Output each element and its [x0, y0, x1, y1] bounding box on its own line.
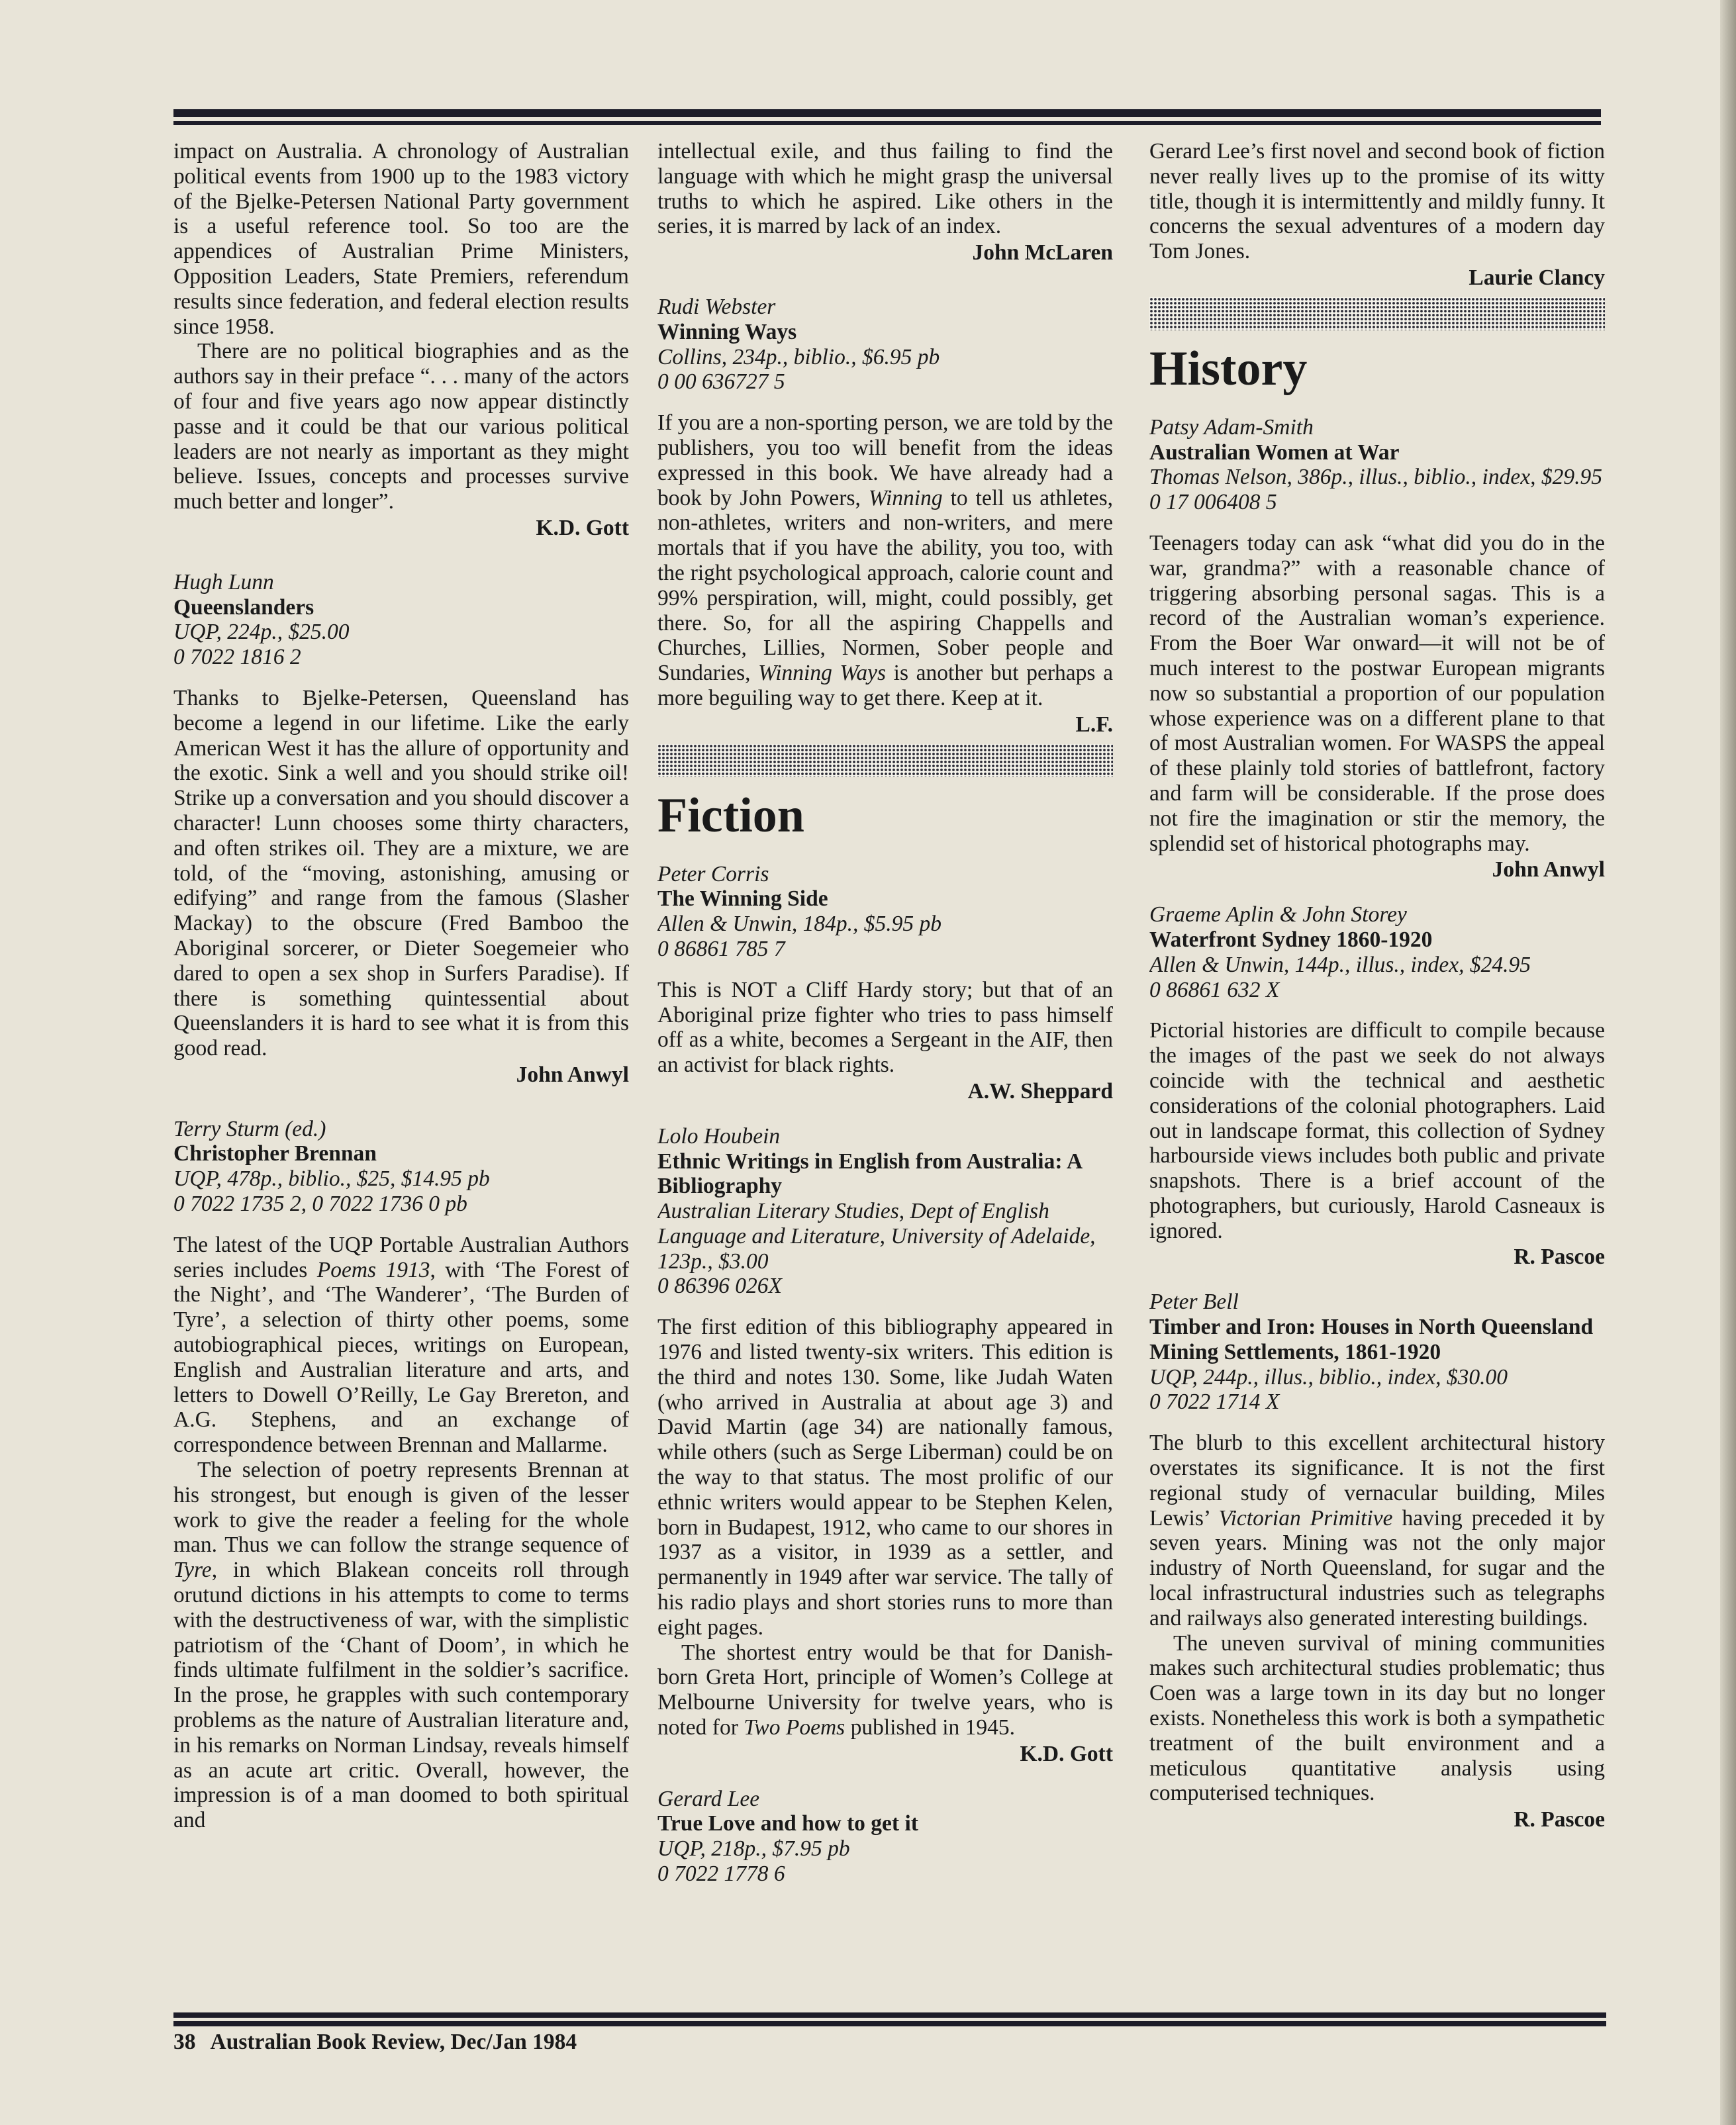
- book-author: Patsy Adam-Smith: [1149, 414, 1314, 440]
- isbn: 0 7022 1714 X: [1149, 1390, 1280, 1415]
- reviewer-signature: R. Pascoe: [1514, 1245, 1605, 1270]
- isbn: 0 7022 1735 2, 0 7022 1736 0 pb: [173, 1192, 467, 1217]
- review-body: This is NOT a Cliff Hardy story; but that of an Aboriginal prize fighter who tries to pass himself off as a white, becomes a Sergeant in the AIF, then an activist for black rights.: [657, 977, 1113, 1078]
- book-title: Timber and Iron: Houses in North Queensland Mining Settlements, 1861-1920: [1149, 1315, 1594, 1364]
- paragraph: impact on Australia. A chronology of Australian political events from 1900 up to the 1983 victory of the Bjelke-Petersen National Party government is a useful reference tool. So too are the appendices of Australian Prime Ministers, Opposition Leaders, State Premiers, referendum results since federation, and federal election results since 1958.: [173, 139, 629, 339]
- review-body: The latest of the UQP Portable Australian Authors series includes Poems 1913, with ‘The Forest of the Night’, and ‘The Wanderer’, ‘The Burden of Tyre’, a selection of thirty other poems, some autobiographical pieces, writings on European, English and Australian literature and arts, and letters to Dowell O’Reilly, Le Gay Brereton, and A.G. Stephens, and an exchange of correspondence between Brennan and Mallarme.: [173, 1232, 629, 1458]
- publication-details: UQP, 224p., $25.00: [173, 620, 350, 645]
- page-number: 38: [173, 2030, 196, 2054]
- review-entry: [657, 295, 1113, 737]
- book-title: Ethnic Writings in English from Australia: A Bibliography: [657, 1149, 1082, 1199]
- book-title: Queenslanders: [173, 594, 314, 620]
- book-author: Peter Bell: [1149, 1290, 1239, 1315]
- reviewer-signature: A.W. Sheppard: [967, 1078, 1113, 1104]
- halftone-divider: [1149, 297, 1605, 330]
- isbn: 0 7022 1778 6: [657, 1862, 785, 1887]
- book-author: Lolo Houbein: [657, 1123, 781, 1149]
- reviewer-signature: John Anwyl: [516, 1062, 629, 1087]
- review-entry: [1149, 902, 1605, 1270]
- reviewer-signature: John Anwyl: [1492, 857, 1605, 882]
- column-3: [1149, 139, 1605, 1999]
- page-footer: [173, 2030, 577, 2055]
- review-body: The selection of poetry represents Brennan at his strongest, but enough is given of the lesser work to give the reader a feeling for the whole man. Thus we can follow the strange sequence of Tyre, in which Blakean conceits roll through orutund dictions in his attempts to come to terms with the destructiveness of war, with the simplistic patriotism of the ‘Chant of Doom’, in which he finds ultimate fulfilment in the soldier’s sacrifice. In the prose, he grapples with such contemporary problems as the nature of Australian literature and, in his remarks on Norman Lindsay, reveals himself as an acute art critic. Overall, however, the impression is of a man doomed to both spiritual and: [173, 1458, 629, 1833]
- isbn: 0 86396 026X: [657, 1274, 782, 1299]
- publication-details: Collins, 234p., biblio., $6.95 pb: [657, 344, 940, 369]
- book-author: Gerard Lee: [657, 1786, 760, 1811]
- isbn: 0 86861 632 X: [1149, 977, 1280, 1002]
- review-body: The shortest entry would be that for Danish-born Greta Hort, principle of Women’s College at Melbourne University for twelve years, who is noted for Two Poems published in 1945.: [657, 1640, 1113, 1740]
- review-entry: [657, 1787, 1113, 1887]
- review-entry: [657, 862, 1113, 1104]
- review-entry: [173, 570, 629, 1088]
- book-title: Christopher Brennan: [173, 1141, 377, 1166]
- isbn: 0 00 636727 5: [657, 369, 785, 395]
- review-body: Teenagers today can ask “what did you do in the war, grandma?” with a reasonable chance of triggering absorbing personal sagas. This is a record of the Australian woman’s experience. From the Boer War onward—it will not be of much interest to the postwar European migrants now so substantial a proportion of our population whose experience was on a different plane to that of most Australian women. For WASPS the appeal of these plainly told stories of battlefront, factory and farm will be considerable. If the prose does not fire the imagination or stir the memory, the splendid set of historical photographs may.: [1149, 530, 1605, 856]
- reviewer-signature: K.D. Gott: [1020, 1741, 1113, 1766]
- section-heading-fiction: Fiction: [657, 788, 804, 843]
- book-author: Graeme Aplin & John Storey: [1149, 902, 1407, 927]
- publication-name: Australian Book Review, Dec/Jan 1984: [210, 2030, 577, 2054]
- isbn: 0 86861 785 7: [657, 936, 785, 961]
- publication-details: Allen & Unwin, 144p., illus., index, $24.95: [1149, 952, 1531, 977]
- page-edge-shadow: [1720, 0, 1736, 2125]
- review-body: Thanks to Bjelke-Petersen, Queensland has become a legend in our lifetime. Like the early American West it has the allure of opportunity and the exotic. Sink a well and you should strike oil! Strike up a conversation and you should discover a character! Lunn chooses some thirty characters, and often strikes oil. They are a mixture, we are told, of the “moving, astonishing, amusing or edifying” and range from the famous (Slasher Mackay) to the obscure (Fred Bamboo the Aboriginal sorcerer, or Dieter Soegemeier who dared to open a sex shop in Surfers Paradise). If there is something quintessential about Queenslanders it is hard to see what it is from this good read.: [173, 685, 629, 1061]
- review-entry: [1149, 1290, 1605, 1832]
- review-entry: [1149, 415, 1605, 882]
- book-title: Winning Ways: [657, 319, 797, 344]
- isbn: 0 7022 1816 2: [173, 645, 301, 670]
- reviewer-signature: R. Pascoe: [1514, 1807, 1605, 1832]
- book-author: Hugh Lunn: [173, 569, 274, 594]
- book-author: Rudi Webster: [657, 294, 776, 319]
- publication-details: UQP, 478p., biblio., $25, $14.95 pb: [173, 1166, 490, 1192]
- isbn: 0 17 006408 5: [1149, 490, 1277, 515]
- review-body: The blurb to this excellent architectural history overstates its significance. It is not the first regional study of vernacular building, Miles Lewis’ Victorian Primitive having preceded it by seven years. Mining was not the only major industry of North Queensland, for sugar and the local infrastructural industries such as telegraphs and railways also generated interesting buildings.: [1149, 1431, 1605, 1630]
- publication-details: UQP, 244p., illus., biblio., index, $30.00: [1149, 1364, 1508, 1390]
- section-heading-history: History: [1149, 341, 1308, 396]
- reviewer-signature: L.F.: [1075, 712, 1113, 737]
- column-2: [657, 139, 1113, 1999]
- review-body: Pictorial histories are difficult to compile because the images of the past we seek do not always coincide with the technical and aesthetic considerations of the colonial photographers. Laid out in landscape format, this collection of Sydney harbourside views includes both public and private snapshots. There is a brief account of the photographers, but curiously, Harold Casneaux is ignored.: [1149, 1018, 1605, 1243]
- book-author: Peter Corris: [657, 861, 769, 886]
- paragraph: Gerard Lee’s first novel and second book of fiction never really lives up to the promise of its witty title, though it is intermittently and mildly funny. It concerns the sexual adventures of a modern day Tom Jones.: [1149, 139, 1605, 264]
- paragraph: intellectual exile, and thus failing to find the language with which he might grasp the universal truths to which he aspired. Like others in the series, it is marred by lack of an index.: [657, 139, 1113, 239]
- bottom-double-rule: [173, 2012, 1606, 2027]
- book-title: Waterfront Sydney 1860-1920: [1149, 927, 1433, 952]
- book-title: True Love and how to get it: [657, 1811, 918, 1836]
- top-double-rule: [173, 109, 1601, 133]
- halftone-divider: [657, 744, 1113, 777]
- book-author: Terry Sturm (ed.): [173, 1116, 326, 1141]
- reviewer-signature: K.D. Gott: [536, 515, 629, 540]
- publication-details: UQP, 218p., $7.95 pb: [657, 1836, 850, 1862]
- review-body: The uneven survival of mining communities makes such architectural studies problematic; thus Coen was a large town in its day but no longer exists. Nonetheless this work is both a sympathetic treatment of the built environment and a meticulous quantitative analysis using computerised techniques.: [1149, 1630, 1605, 1806]
- review-entry: [173, 1117, 629, 1833]
- reviewer-signature: John McLaren: [972, 240, 1113, 265]
- review-entry: [657, 1124, 1113, 1767]
- publication-details: Australian Literary Studies, Dept of English Language and Literature, University of Adelaide, 123p., $3.00: [657, 1199, 1096, 1274]
- review-body: The first edition of this bibliography appeared in 1976 and listed twenty-six writers. This edition is the third and notes 130. Some, like Judah Waten (who arrived in Australia at about age 3) and David Martin (age 34) are nationally famous, while others (such as Serge Liberman) could be on the way to that status. The most prolific of our ethnic writers would appear to be Stephen Kelen, born in Budapest, 1912, who came to our shores in 1937 as a visitor, in 1939 as a settler, and permanently in 1949 after war service. The tally of his radio plays and short stories runs to more than eight pages.: [657, 1315, 1113, 1640]
- paragraph: There are no political biographies and as the authors say in their preface “. . . many of the actors of four and five years ago now appear distinctly passe and it could be that our various political leaders are not nearly as important as they might believe. Issues, concepts and processes survive much better and longer”.: [173, 339, 629, 514]
- review-body: If you are a non-sporting person, we are told by the publishers, you too will benefit from the ideas expressed in this book. We have already had a book by John Powers, Winning to tell us athletes, non-athletes, writers and non-writers, and mere mortals that if you have the ability, you too, with the right psychological approach, calorie count and 99% perspiration, will, might, could possibly, get there. So, for all the aspiring Chappells and Churches, Lillies, Normen, Sober people and Sundaries, Winning Ways is another but perhaps a more beguiling way to get there. Keep at it.: [657, 410, 1113, 710]
- book-title: Australian Women at War: [1149, 440, 1400, 465]
- publication-details: Allen & Unwin, 184p., $5.95 pb: [657, 912, 941, 937]
- publication-details: Thomas Nelson, 386p., illus., biblio., index, $29.95: [1149, 465, 1602, 490]
- reviewer-signature: Laurie Clancy: [1469, 265, 1605, 290]
- column-1: [173, 139, 629, 1999]
- book-title: The Winning Side: [657, 886, 828, 912]
